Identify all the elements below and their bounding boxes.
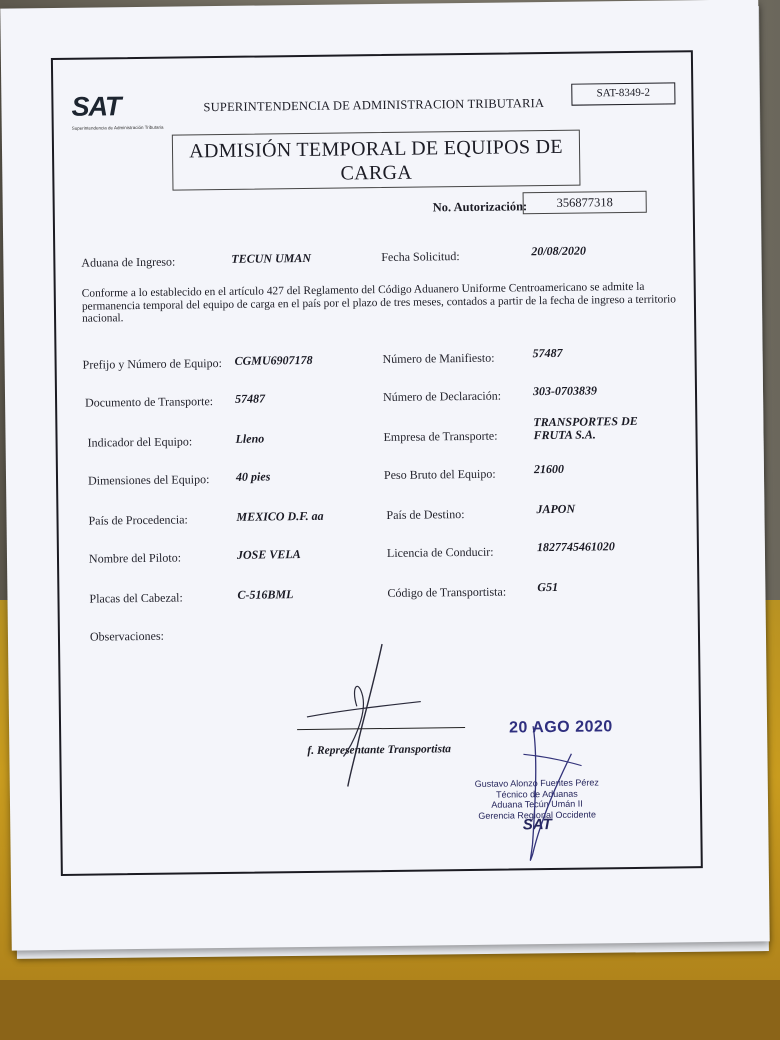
aduana-label: Aduana de Ingreso: [81,254,176,270]
date-stamp: 20 AGO 2020 [508,718,613,737]
empresa-value-line-2: FRUTA S.A. [533,427,596,443]
aduana-value: TECUN UMAN [231,250,312,266]
indicador-value: Lleno [235,431,265,446]
official-signature [53,52,703,880]
stamp-role: Técnico de Aduanas [496,788,578,800]
observaciones-label: Observaciones: [89,628,165,644]
authorization-label: No. Autorización: [432,199,528,215]
dimensiones-value: 40 pies [235,469,271,484]
sat-logo-text: SAT [71,91,121,122]
prefijo-value: CGMU6907178 [234,352,313,368]
destino-value: JAPON [536,501,576,517]
procedencia-label: País de Procedencia: [88,512,188,528]
stamp-office: Aduana Tecún Umán II [491,798,583,810]
dimensiones-label: Dimensiones del Equipo: [87,472,210,488]
piloto-value: JOSE VELA [236,547,301,562]
placas-value: C-516BML [237,587,294,602]
fecha-label: Fecha Solicitud: [381,249,460,265]
manifiesto-label: Número de Manifiesto: [382,350,495,367]
licencia-value: 1827745461020 [536,539,615,555]
placas-label: Placas del Cabezal: [89,590,183,606]
peso-value: 21600 [533,461,565,477]
licencia-label: Licencia de Conducir: [386,544,494,560]
prefijo-label: Prefijo y Número de Equipo: [82,355,223,372]
codigo-label: Código de Transportista: [387,584,507,600]
authorization-number: 356877318 [523,191,647,215]
stamp-region: Gerencia Regional Occidente [478,808,596,821]
background-floor-edge [0,980,780,1040]
declaracion-label: Número de Declaración: [382,388,502,405]
form-number: SAT-8349-2 [571,82,675,105]
agency-name: SUPERINTENDENCIA DE ADMINISTRACION TRIBUTARIA [203,96,545,115]
documento-label: Documento de Transporte: [85,394,214,410]
signature-label: f. Representante Transportista [307,743,452,757]
empresa-value-line-1: TRANSPORTES DE [533,413,638,430]
sat-logo-subtitle: Superintendencia de Administración Tributaria [71,124,164,131]
stamp-sat-logo: SAT [522,815,552,834]
codigo-value: G51 [537,579,559,595]
destino-label: País de Destino: [386,507,465,522]
manifiesto-value: 57487 [532,345,563,361]
declaracion-value: 303-0703839 [532,383,598,399]
documento-value: 57487 [234,391,266,406]
title-line-2: CARGA [340,161,413,185]
procedencia-value: MEXICO D.F. aa [236,508,324,524]
form-frame [51,50,703,876]
indicador-label: Indicador del Equipo: [87,434,193,450]
fecha-value: 20/08/2020 [531,243,587,259]
empresa-label: Empresa de Transporte: [383,428,498,445]
stamp-name: Gustavo Alonzo Fuentes Pérez [474,777,599,789]
peso-label: Peso Bruto del Equipo: [383,466,496,483]
legal-paragraph: Conforme a lo establecido en el artículo 427 del Reglamento del Código Aduanero Uniforme Centroamericano se admite la permanencia temporal del equipo de carga en el país por el plazo de tres meses, contados a partir de la fecha de ingreso a territorio nacional. [81,280,677,325]
title-line-1: ADMISIÓN TEMPORAL DE EQUIPOS DE [189,135,564,163]
piloto-label: Nombre del Piloto: [88,550,182,566]
